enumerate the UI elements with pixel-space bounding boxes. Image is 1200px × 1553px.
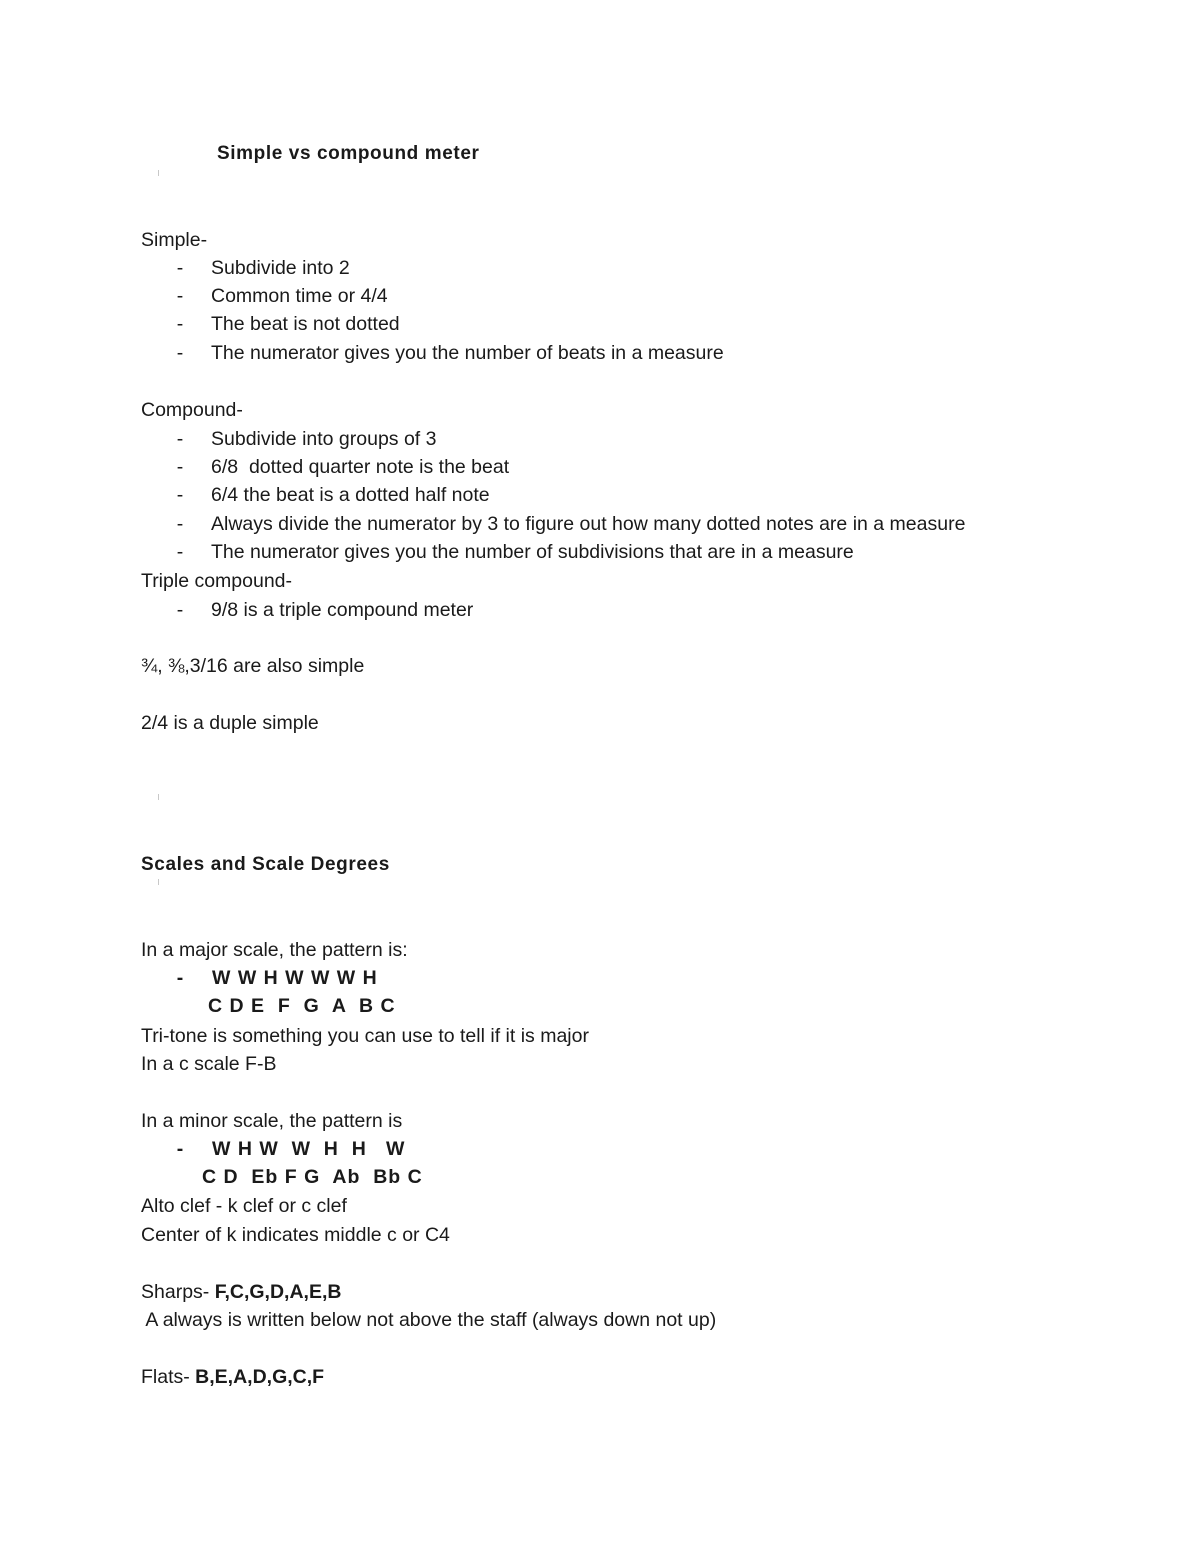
- sharps-label: Sharps-: [141, 1281, 215, 1303]
- flats-label: Flats-: [141, 1366, 196, 1388]
- simple-item: The numerator gives you the number of beats in a measure: [211, 342, 724, 364]
- compound-heading: Compound-: [141, 399, 243, 421]
- anchor-mark: [158, 879, 159, 885]
- minor-scale-notes: C D Eb F G Ab Bb C: [202, 1166, 423, 1188]
- list-dash: -: [176, 967, 184, 989]
- sharps-line: [141, 1280, 341, 1304]
- major-scale-intro: In a major scale, the pattern is:: [141, 939, 408, 961]
- anchor-mark: [158, 170, 159, 176]
- section-title-scales: Scales and Scale Degrees: [141, 854, 390, 875]
- a-always-note: A always is written below not above the staff (always down not up): [141, 1309, 717, 1331]
- list-dash: -: [176, 513, 184, 535]
- list-dash: -: [176, 428, 184, 450]
- simple-item: The beat is not dotted: [211, 313, 400, 335]
- compound-item: Subdivide into groups of 3: [211, 428, 437, 450]
- compound-item: The numerator gives you the number of subdivisions that are in a measure: [211, 541, 854, 563]
- compound-item: 6/8 dotted quarter note is the beat: [211, 456, 510, 478]
- triple-compound-heading: Triple compound-: [141, 570, 293, 592]
- minor-scale-intro: In a minor scale, the pattern is: [141, 1110, 403, 1132]
- alto-clef-note: Alto clef - k clef or c clef: [141, 1195, 347, 1217]
- list-dash: -: [176, 257, 184, 279]
- flats-line: [141, 1365, 324, 1389]
- anchor-mark: [158, 794, 159, 800]
- list-dash: -: [176, 285, 184, 307]
- list-dash: -: [176, 313, 184, 335]
- section-title-meter: Simple vs compound meter: [217, 143, 480, 164]
- list-dash: -: [176, 541, 184, 563]
- sharps-order: F,C,G,D,A,E,B: [214, 1281, 342, 1303]
- simple-heading: Simple-: [141, 229, 208, 251]
- compound-item: Always divide the numerator by 3 to figure out how many dotted notes are in a measure: [211, 513, 966, 535]
- c-scale-note: In a c scale F-B: [141, 1053, 277, 1075]
- center-k-note: Center of k indicates middle c or C4: [141, 1224, 450, 1246]
- compound-item: 6/4 the beat is a dotted half note: [211, 484, 490, 506]
- list-dash: -: [176, 456, 184, 478]
- list-dash: -: [176, 1138, 184, 1160]
- tritone-note: Tri-tone is something you can use to tell if it is major: [141, 1025, 589, 1047]
- major-scale-notes: C D E F G A B C: [208, 995, 396, 1017]
- simple-meters-note: ¾, ⅜,3/16 are also simple: [141, 655, 365, 677]
- simple-item: Common time or 4/4: [211, 285, 388, 307]
- simple-item: Subdivide into 2: [211, 257, 350, 279]
- triple-compound-item: 9/8 is a triple compound meter: [211, 599, 474, 621]
- duple-simple-note: 2/4 is a duple simple: [141, 712, 319, 734]
- major-step-pattern: W W H W W W H: [212, 967, 378, 989]
- list-dash: -: [176, 484, 184, 506]
- list-dash: -: [176, 599, 184, 621]
- list-dash: -: [176, 342, 184, 364]
- flats-order: B,E,A,D,G,C,F: [195, 1366, 325, 1388]
- minor-step-pattern: W H W W H H W: [212, 1138, 406, 1160]
